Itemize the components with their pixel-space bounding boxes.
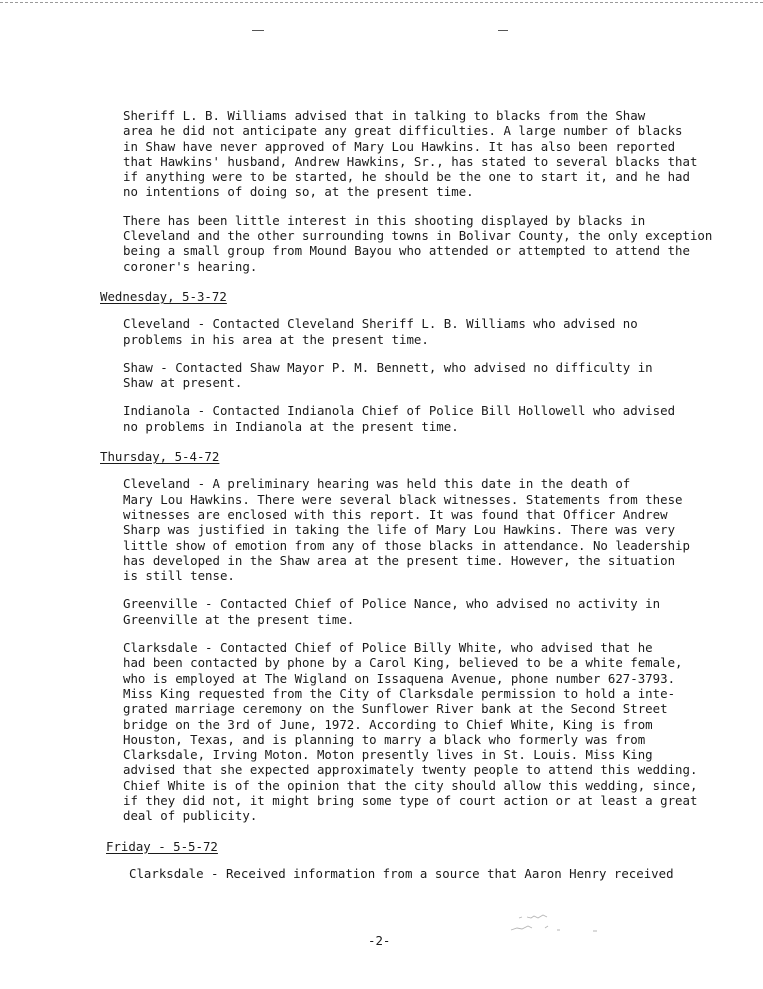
paragraph-shaw xyxy=(100,360,710,391)
section-thursday xyxy=(100,447,710,824)
text-line: Cleveland and the other surrounding towns in Bolivar County, the only exception xyxy=(123,228,713,244)
text-line: Greenville - Contacted Chief of Police Nance, who advised no activity in xyxy=(123,596,661,612)
text-line: if anything were to be started, he should be the one to start it, and he had xyxy=(123,169,690,185)
text-line: witnesses are enclosed with this report. It was found that Officer Andrew xyxy=(123,506,668,522)
top-mark-right xyxy=(498,30,508,31)
section-friday xyxy=(100,837,710,882)
text-line: if they did not, it might bring some type of court action or at least a great xyxy=(123,792,698,808)
text-line: Shaw at present. xyxy=(123,375,243,391)
text-line: had been contacted by phone by a Carol King, believed to be a white female, xyxy=(123,655,683,671)
text-line: area he did not anticipate any great difficulties. A large number of blacks xyxy=(123,123,683,139)
faint-handwriting-mark xyxy=(505,912,605,936)
text-line: Clarksdale, Irving Moton. Moton presently lives in St. Louis. Miss King xyxy=(123,747,653,763)
text-line: Cleveland - Contacted Cleveland Sheriff L. B. Williams who advised no xyxy=(123,316,638,332)
text-line: Chief White is of the opinion that the city should allow this wedding, since, xyxy=(123,777,698,793)
text-line: Miss King requested from the City of Clarksdale permission to hold a inte- xyxy=(123,685,676,701)
paragraph-sheriff-williams xyxy=(100,108,710,200)
text-line: has developed in the Shaw area at the present time. However, the situation xyxy=(123,552,676,568)
paragraph-cleveland xyxy=(100,316,710,347)
text-line: Mary Lou Hawkins. There were several black witnesses. Statements from these xyxy=(123,491,683,507)
text-line: Shaw - Contacted Shaw Mayor P. M. Bennett, who advised no difficulty in xyxy=(123,359,653,375)
text-line: is still tense. xyxy=(123,568,235,584)
text-line: bridge on the 3rd of June, 1972. According to Chief White, King is from xyxy=(123,716,653,732)
text-line: problems in his area at the present time. xyxy=(123,331,429,347)
text-line: that Hawkins' husband, Andrew Hawkins, Sr., has stated to several blacks that xyxy=(123,153,698,169)
section-heading: Wednesday, 5-3-72 xyxy=(100,288,227,304)
text-line: deal of publicity. xyxy=(123,808,258,824)
text-line: being a small group from Mound Bayou who attended or attempted to attend the xyxy=(123,243,690,259)
text-line: advised that she expected approximately twenty people to attend this wedding. xyxy=(123,762,698,778)
text-line: Cleveland - A preliminary hearing was held this date in the death of xyxy=(123,476,631,492)
text-line: grated marriage ceremony on the Sunflower River bank at the Second Street xyxy=(123,701,668,717)
page-number: -2- xyxy=(368,933,391,948)
paragraph-indianola xyxy=(100,403,710,434)
text-line: in Shaw have never approved of Mary Lou Hawkins. It has also been reported xyxy=(123,138,676,154)
text-line: Greenville at the present time. xyxy=(123,611,355,627)
text-line: little show of emotion from any of those blacks in attendance. No leadership xyxy=(123,537,690,553)
section-heading: Friday - 5-5-72 xyxy=(106,838,218,854)
text-line: Sheriff L. B. Williams advised that in talking to blacks from the Shaw xyxy=(123,108,646,123)
text-line: There has been little interest in this shooting displayed by blacks in xyxy=(123,212,646,228)
text-line: Indianola - Contacted Indianola Chief of Police Bill Hollowell who advised xyxy=(123,403,676,419)
paragraph-clarksdale xyxy=(100,640,710,824)
section-heading: Thursday, 5-4-72 xyxy=(100,449,220,465)
paragraph-cleveland-hearing xyxy=(100,476,710,583)
text-line: Clarksdale - Contacted Chief of Police Billy White, who advised that he xyxy=(123,640,653,656)
top-mark-left xyxy=(252,30,264,31)
paragraph-little-interest xyxy=(100,212,713,274)
paragraph-greenville xyxy=(100,596,710,627)
page-top-border xyxy=(0,2,763,3)
text-line: who is employed at The Wigland on Issaquena Avenue, phone number 627-3793. xyxy=(123,670,676,686)
text-line: no problems in Indianola at the present time. xyxy=(123,418,459,434)
text-line: no intentions of doing so, at the present time. xyxy=(123,184,474,200)
text-line: Sharp was justified in taking the life of Mary Lou Hawkins. There was very xyxy=(123,522,676,538)
text-line: coroner's hearing. xyxy=(123,258,258,274)
section-wednesday xyxy=(100,287,710,434)
document-body xyxy=(100,108,713,894)
text-line: Houston, Texas, and is planning to marry a black who formerly was from xyxy=(123,731,646,747)
paragraph-clarksdale-friday xyxy=(100,866,710,881)
text-line: Clarksdale - Received information from a source that Aaron Henry received xyxy=(129,865,674,881)
